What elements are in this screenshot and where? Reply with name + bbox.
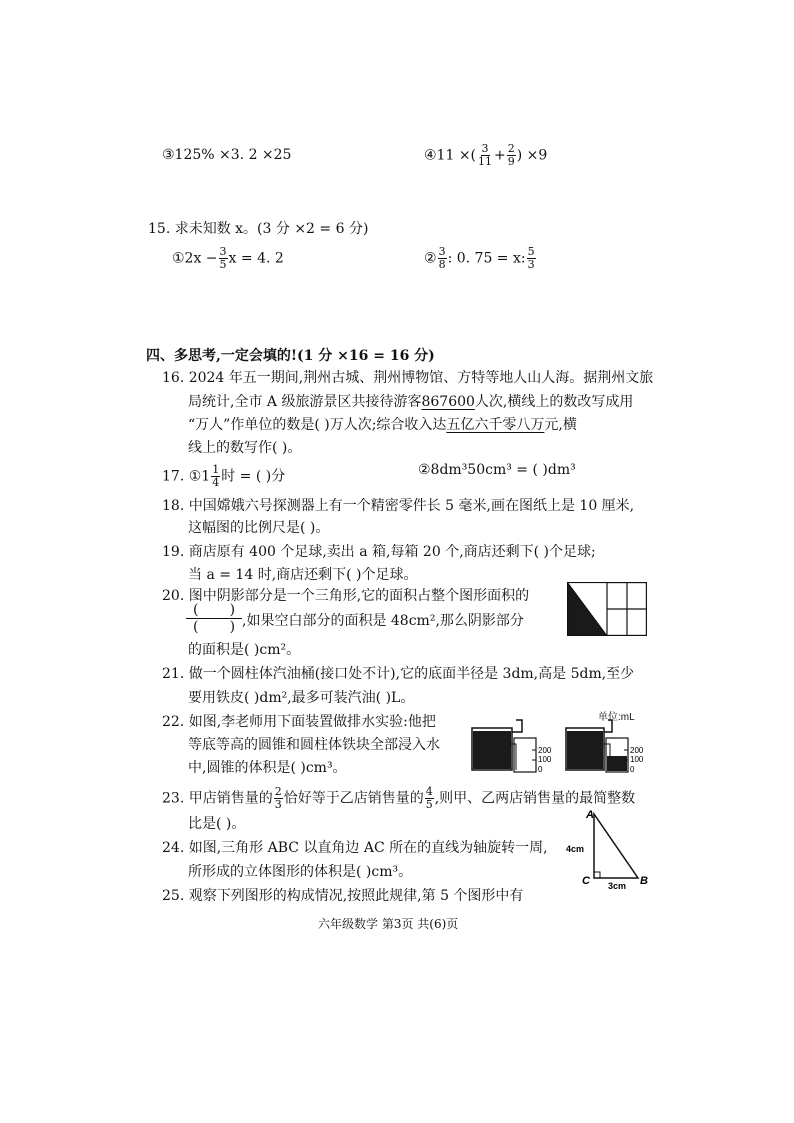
scale-100-right: 100 [630, 755, 644, 764]
q15-item-2: ② $\frac{3}{8}$ : 0. 75 = x: $\frac{5}{3}$ [424, 245, 535, 271]
scale-200-right: 200 [630, 746, 644, 755]
underlined-number: 867600 [421, 394, 475, 410]
q15-item-1: ①2x − $\frac{3}{5}$ x = 4. 2 [172, 245, 284, 271]
triangle-abc [594, 814, 638, 878]
page-footer: 六年级数学 第3页 共(6)页 [318, 917, 459, 931]
fraction: $\frac{3}{11}$ [478, 142, 493, 168]
q16-line-2: 局统计,全市 A 级旅游景区共接待游客867600人次,横线上的数改写成用 [188, 394, 634, 410]
q23-line-1: 23. 甲店销售量的 $\frac{2}{3}$ 恰好等于乙店销售量的 $\frac{4}{5}$ ,则甲、乙两店销售量的最简整数 [162, 785, 636, 811]
q25-line-1: 25. 观察下列图形的构成情况,按照此规律,第 5 个图形中有 [162, 888, 524, 904]
scale-100: 100 [538, 755, 552, 764]
q20-line-1: 20. 图中阴影部分是一个三角形,它的面积占整个图形面积的 [162, 588, 530, 604]
label-a: A [586, 809, 594, 821]
q16-line-4: 线上的数写作( )。 [188, 440, 302, 456]
q20-shaded-figure [567, 582, 647, 636]
fraction: $\frac{1}{4}$ [212, 463, 220, 489]
unit-label: 单位:mL [598, 712, 635, 723]
q22-line-1: 22. 如图,李老师用下面装置做排水实验:他把 [162, 714, 436, 730]
fraction: $\frac{3}{5}$ [219, 245, 227, 271]
answer-fraction-blank: ( ) ( ) [186, 604, 242, 633]
q19-line-1: 19. 商店原有 400 个足球,卖出 a 箱,每箱 20 个,商店还剩下( )个足球; [162, 544, 596, 560]
q21-line-1: 21. 做一个圆柱体汽油桶(接口处不计),它的底面半径是 3dm,高是 5dm,至少 [162, 666, 635, 682]
water-right [567, 731, 603, 769]
q16-line-3: “万人”作单位的数是( )万人次;综合收入达五亿六千零八万元,横 [188, 417, 577, 433]
q16-line-1: 16. 2024 年五一期间,荆州古城、荆州博物馆、方特等地人山人海。据荆州文旅 [162, 370, 654, 386]
fraction: $\frac{4}{5}$ [425, 785, 433, 811]
q17-item-b: ②8dm³50cm³ = ( )dm³ [418, 462, 576, 478]
q20-line-2: ,如果空白部分的面积是 48cm²,那么阴影部分 [242, 613, 524, 629]
water-left [473, 731, 511, 769]
q22-line-2: 等底等高的圆锥和圆柱体铁块全部浸入水 [188, 737, 440, 753]
right-angle-mark [594, 872, 600, 878]
fraction: $\frac{2}{9}$ [507, 142, 515, 168]
q14-item-4: ④11 ×( $\frac{3}{11}$ + $\frac{2}{9}$ ) ×9 [424, 142, 548, 168]
label-c: C [582, 875, 590, 887]
section-4-title: 四、多思考,一定会填的!(1 分 ×16 = 16 分) [146, 348, 435, 364]
scale-200: 200 [538, 746, 552, 755]
fraction: $\frac{5}{3}$ [527, 245, 535, 271]
displaced-water [607, 756, 627, 771]
q22-water-apparatus [470, 718, 650, 776]
q24-triangle-figure [560, 806, 660, 892]
q14-item-3: ③125% ×3. 2 ×25 [162, 147, 292, 163]
label-ac-length: 4cm [566, 844, 585, 854]
q22-line-3: 中,圆锥的体积是( )cm³。 [188, 760, 347, 776]
label-b: B [640, 875, 648, 887]
q21-line-2: 要用铁皮( )dm²,最多可装汽油( )L。 [188, 690, 415, 706]
q15-title: 15. 求未知数 x。(3 分 ×2 = 6 分) [148, 221, 369, 237]
q18-line-1: 18. 中国嫦娥六号探测器上有一个精密零件长 5 毫米,画在图纸上是 10 厘米, [162, 498, 635, 514]
q20-line-3: 的面积是( )cm²。 [188, 642, 301, 658]
q18-line-2: 这幅图的比例尺是( )。 [188, 520, 330, 536]
underlined-amount: 五亿六千零八万 [446, 417, 545, 433]
fraction: $\frac{2}{3}$ [274, 785, 282, 811]
q24-line-2: 所形成的立体图形的体积是( )cm³。 [188, 864, 413, 880]
q17-item-a: 17. ①1 $\frac{1}{4}$ 时 = ( )分 [162, 463, 286, 489]
q19-line-2: 当 a = 14 时,商店还剩下( )个足球。 [188, 567, 418, 583]
measuring-cup-left [514, 738, 536, 772]
scale-0-right: 0 [630, 765, 635, 774]
q24-line-1: 24. 如图,三角形 ABC 以直角边 AC 所在的直线为轴旋转一周, [162, 840, 548, 856]
scale-0: 0 [538, 765, 543, 774]
overflow-spout [512, 720, 522, 732]
fraction: $\frac{3}{8}$ [438, 245, 446, 271]
q23-line-2: 比是( )。 [188, 816, 246, 832]
label-cb-length: 3cm [608, 881, 627, 891]
